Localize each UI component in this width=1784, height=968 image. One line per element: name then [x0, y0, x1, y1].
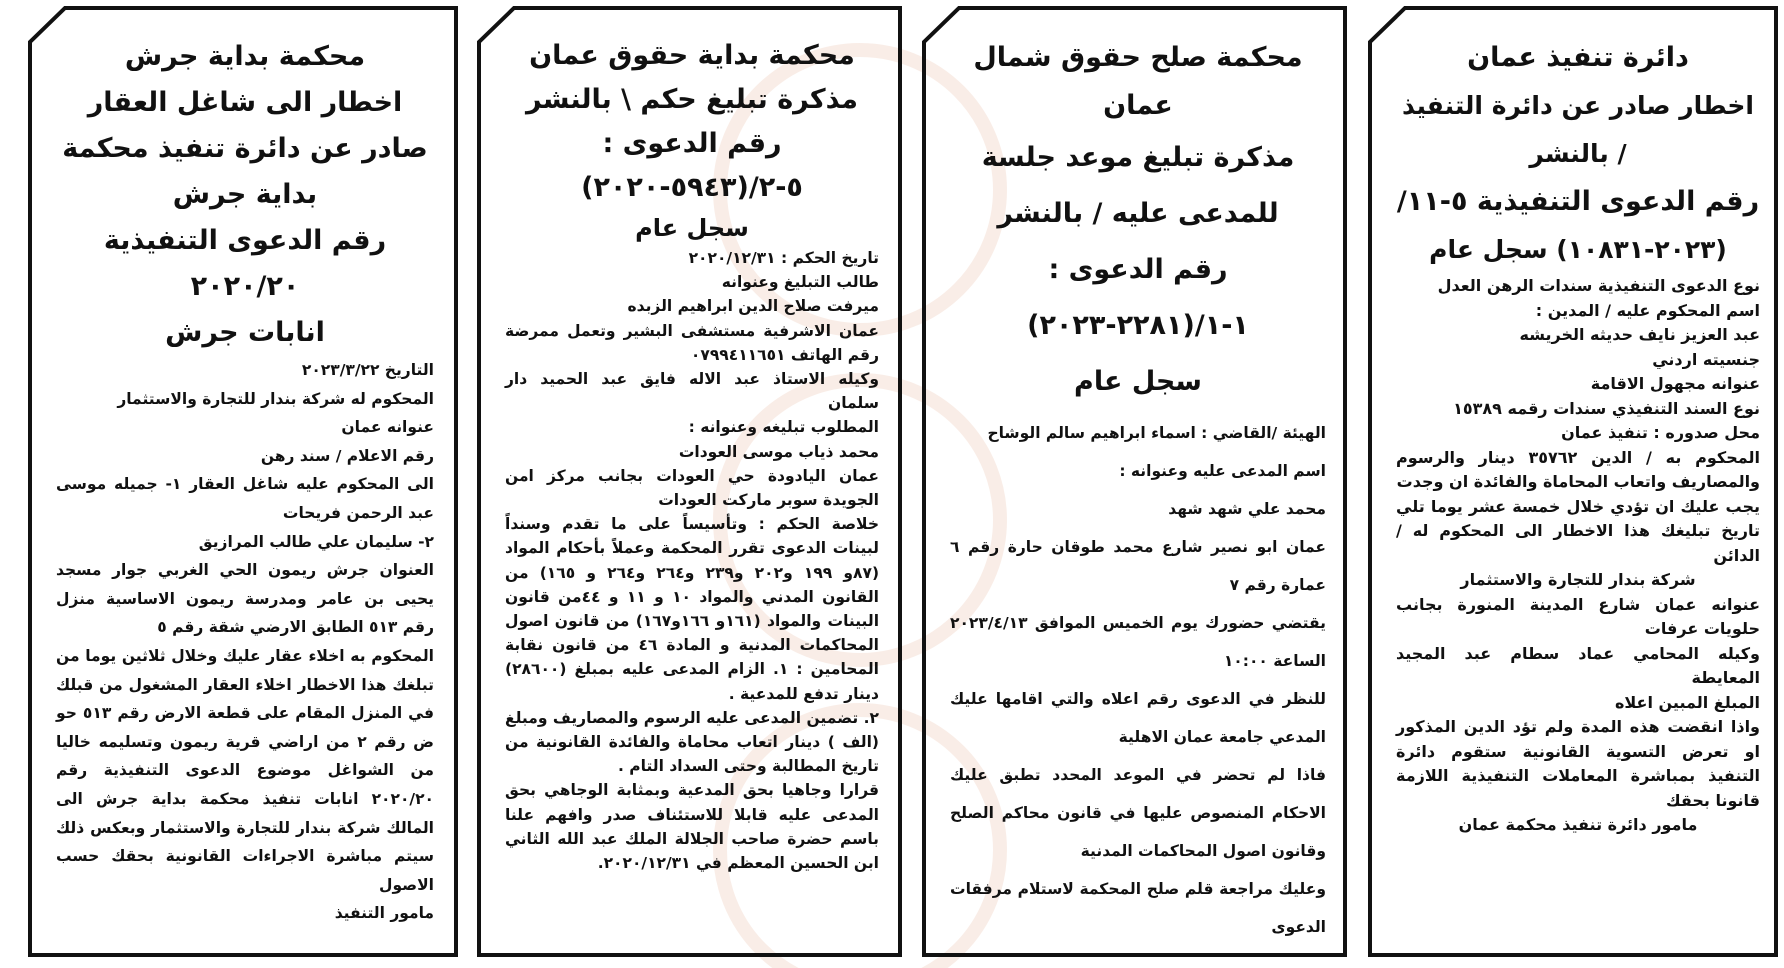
notice-jerash-court: [28, 0, 458, 968]
body-line: اسم المحكوم عليه / المدين :: [1535, 300, 1760, 320]
body-line: المحكوم به / الدين ٣٥٧٦٢ دينار والرسوم والمصاريف واتعاب المحاماة والفائدة ان وجدت: [1396, 447, 1760, 491]
notice-heading: مذكرة تبليغ موعد جلسة للمدعى عليه / بالنشر: [981, 142, 1295, 229]
notice-header: [505, 34, 879, 246]
body-line: وكيله الاستاذ عبد الاله فايق عبد الحميد دار سلمان: [505, 370, 879, 413]
notice-title: محكمة بداية حقوق عمان: [529, 40, 855, 71]
body-line: للنظر في الدعوى رقم اعلاه والتي اقامها عليك المدعي جامعة عمان الاهلية: [950, 690, 1326, 746]
body-line: عمان اليادودة حي العودات بجانب مركز امن الجويدة سوبر ماركت العودات: [505, 466, 879, 510]
body-line: المحكوم به اخلاء عقار عليك وخلال ثلاثين يوما من تبلغك هذا الاخطار اخلاء العقار المشغول من قبلك في المنزل المقام على قطعة الارض رقم ٥١٣ حو ض رقم ٢ من اراضي قرية ريمون وتسليمه خاليا من الشواغل موضوع الدعوى التنفيذية رقم ٢٠٢٠/٢٠ انابات تنفيذ محكمة بداية جرش الى المالك شركة بندار للتجارة والاستثمار وبعكس ذلك سيتم مباشرة الاجراءات القانونية بحقك حسب الاصول: [56, 646, 434, 894]
body-line: محل صدوره : تنفيذ عمان: [1561, 423, 1760, 442]
body-line: وكيله المحامي عماد سطام عبد المجيد المعايطة: [1396, 643, 1760, 687]
body-line: رقم الاعلام / سند رهن: [260, 446, 434, 465]
body-line: جنسيته اردني: [1652, 349, 1760, 369]
body-line: الى المحكوم عليه شاغل العقار ١- جميله موسى عبد الرحمن فريحات: [56, 475, 434, 522]
notice-amman-first-instance: [477, 0, 903, 968]
body-line: ٢- سليمان علي طالب المرازيق: [198, 532, 434, 551]
case-year: انابات جرش: [165, 317, 325, 348]
signature-line: مامور دائرة تنفيذ محكمة عمان: [1458, 815, 1698, 834]
notice-amman-execution: [1368, 0, 1784, 968]
body-line: طالب التبليغ وعنوانه: [721, 273, 879, 292]
notice-north-amman-court: [922, 0, 1350, 968]
notice-heading: مذكرة تبليغ حكم \ بالنشر: [526, 84, 858, 115]
notice-body: [950, 414, 1326, 946]
notice-body: [1396, 274, 1760, 838]
notice-header: [950, 34, 1326, 410]
notice-heading: اخطار صادر عن دائرة التنفيذ / بالنشر: [1402, 91, 1754, 168]
body-line: المبلغ المبين اعلاه: [1614, 692, 1760, 712]
body-line: اسم المدعى عليه وعنوانه :: [1119, 462, 1326, 480]
notice-header: [1396, 34, 1760, 274]
body-line: محمد ذياب موسى العودات: [678, 442, 879, 461]
body-line: عنوانه عمان شارع المدينة المنورة بجانب حلويات عرفات: [1396, 594, 1760, 638]
body-line: يجب عليك ان تؤدي خلال خمسة عشر يوما تلي تاريخ تبليغك هذا الاخطار الى المحكوم له / الدائن: [1396, 496, 1760, 565]
notice-title: محكمة صلح حقوق شمال عمان: [973, 42, 1303, 121]
body-line: خلاصة الحكم : وتأسيساً على ما تقدم وسنداً لبينات الدعوى تقرر المحكمة وعملاً بأحكام المواد (٨٧و ١٩٩ و٢٠٢ و٢٣٩ و٢٦٤ و٢٦٤ و ١٦٥) من القانون المدني والمواد ١٠ و ١١ و ٤٤من قانون البينات والمواد (١٦١و ١٦٦و١٦٧) من قانون اصول المحاكمات المدنية و المادة ٤٦ من قانون نقابة المحامين : ١. الزام المدعى عليه بمبلغ (٢٨٦٠٠) دينار تدفع للمدعية .: [505, 515, 880, 703]
notice-body: [56, 356, 434, 928]
notice-title: محكمة بداية جرش: [124, 41, 366, 72]
signature-line: مامور التنفيذ: [334, 904, 434, 923]
notice-header: [56, 34, 434, 356]
body-line: قرارا وجاهيا بحق المدعية وبمثابة الوجاهي بحق المدعى عليه قابلا للاستئناف صدر وافهم علنا باسم حضرة صاحب الجلالة الملك عبد الله الثاني ابن الحسين المعظم في ٢٠٢٠/١٢/٣١.: [505, 781, 879, 873]
body-line: الهيئة /القاضي : اسماء ابراهيم سالم الوشاح: [987, 424, 1326, 442]
body-line: المطلوب تبليغه وعنوانه :: [688, 418, 879, 437]
case-number: رقم الدعوى التنفيذية ٥-١١/: [1396, 186, 1760, 217]
body-line: نوع السند التنفيذي سندات رقمه ١٥٣٨٩: [1453, 398, 1760, 418]
case-number: رقم الدعوى : ١-١/(٢٢٨١-٢٠٢٣): [1027, 254, 1249, 341]
case-year: سجل عام: [635, 214, 749, 242]
body-line: نوع الدعوى التنفيذية سندات الرهن العدل: [1437, 276, 1760, 295]
body-line: عمان ابو نصير شارع محمد طوقان حارة رقم ٦ عمارة رقم ٧: [950, 538, 1326, 594]
body-line: فاذا لم تحضر في الموعد المحدد تطبق عليك الاحكام المنصوص عليها في قانون محاكم الصلح وقانون اصول المحاكمات المدنية: [950, 766, 1326, 860]
body-line: عنوانه عمان: [341, 418, 434, 437]
body-line: تاريخ الحكم : ٢٠٢٠/١٢/٣١: [688, 249, 879, 267]
body-line: التاريخ ٢٠٢٣/٣/٢٢: [301, 361, 434, 379]
body-line: محمد علي شهد شهد: [1168, 500, 1326, 518]
case-year: (٢٠٢٣-١٠٨٣١) سجل عام: [1429, 235, 1727, 264]
body-line: واذا انقضت هذه المدة ولم تؤد الدين المذكور او تعرض التسوية القانونية ستقوم دائرة التنفيذ بمباشرة المعاملات التنفيذية اللازمة قانونا بحقك: [1396, 717, 1760, 810]
body-line: عبد العزيز نايف حديثه الخريشه: [1519, 325, 1760, 344]
body-line: وعليك مراجعة قلم صلح المحكمة لاستلام مرفقات الدعوى: [950, 880, 1326, 936]
body-line: عمان الاشرفية مستشفى البشير وتعمل ممرضة رقم الهاتف ٠٧٩٩٤١١٦٥١: [505, 321, 879, 364]
case-number: رقم الدعوى : ٥-٢/(٥٩٤٣-٢٠٢٠): [581, 128, 803, 203]
body-line: ٢. تضمين المدعى عليه الرسوم والمصاريف ومبلغ (الف ) دينار اتعاب محاماة والفائدة القانونية من تاريخ المطالبة وحتى السداد التام .: [505, 708, 879, 776]
notice-title: دائرة تنفيذ عمان: [1467, 42, 1689, 73]
body-line: شركة بندار للتجارة والاستثمار: [1460, 570, 1696, 589]
body-line: ميرفت صلاح الدين ابراهيم الزبده: [627, 297, 879, 316]
notice-body: [505, 246, 879, 875]
body-line: العنوان جرش ريمون الحي الغربي جوار مسجد يحيى بن عامر ومدرسة ريمون الاساسية منزل رقم ٥١٣ الطابق الارضي شقة رقم ٥: [56, 561, 434, 637]
case-year: سجل عام: [1074, 366, 1202, 397]
notice-heading: اخطار الى شاغل العقار صادر عن دائرة تنفيذ محكمة بداية جرش: [62, 87, 428, 210]
body-line: المحكوم له شركة بندار للتجارة والاستثمار: [117, 389, 434, 408]
case-number: رقم الدعوى التنفيذية ٢٠٢٠/٢٠: [103, 225, 387, 302]
body-line: عنوانه مجهول الاقامة: [1590, 374, 1760, 393]
body-line: يقتضي حضورك يوم الخميس الموافق ٢٠٢٣/٤/١٣ الساعة ١٠:٠٠: [950, 614, 1326, 670]
